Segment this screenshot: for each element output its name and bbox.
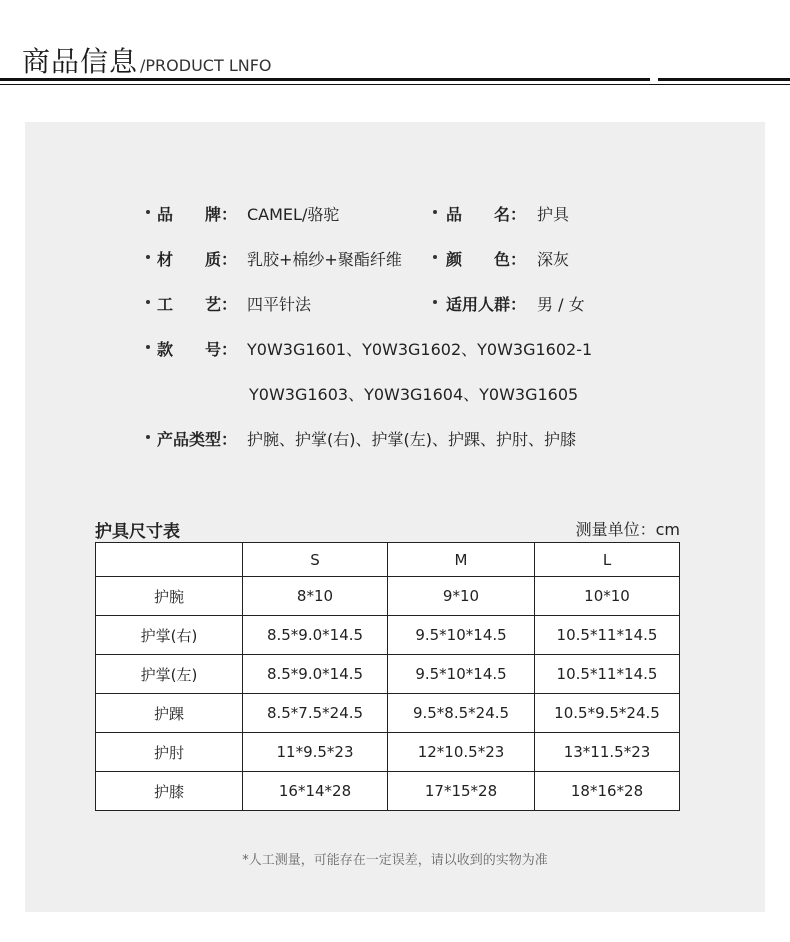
bullet-icon	[146, 345, 150, 349]
product-name-label: 品 名：	[446, 205, 527, 224]
bullet-icon	[146, 300, 150, 304]
color-value: 深灰	[537, 250, 570, 269]
section-header	[22, 40, 272, 80]
header-cell-s: S	[243, 543, 388, 577]
table-cell: 13*11.5*23	[535, 733, 680, 772]
table-row	[96, 733, 680, 772]
product-type-value: 护腕、护掌(右)、护掌(左)、护踝、护肘、护膝	[247, 430, 576, 449]
header-rule-left	[0, 78, 650, 81]
header-cell-l: L	[535, 543, 680, 577]
bullet-icon	[433, 300, 437, 304]
bullet-icon	[146, 210, 150, 214]
color-label: 颜 色：	[446, 250, 527, 269]
table-row	[96, 655, 680, 694]
table-cell: 8.5*7.5*24.5	[243, 694, 388, 733]
table-cell: 18*16*28	[535, 772, 680, 811]
bullet-icon	[146, 255, 150, 259]
craft-value: 四平针法	[247, 295, 312, 314]
audience-value: 男 / 女	[537, 295, 585, 314]
row-label: 护腕	[96, 577, 243, 616]
header-cell	[96, 543, 243, 577]
header-rule-thin	[0, 84, 790, 85]
table-cell: 10.5*11*14.5	[535, 616, 680, 655]
model-value-line2: Y0W3G1603、Y0W3G1604、Y0W3G1605	[249, 385, 579, 404]
craft-label: 工 艺：	[157, 295, 238, 314]
brand-label: 品 牌：	[157, 205, 238, 224]
brand-value: CAMEL/骆驼	[247, 205, 340, 224]
section-subtitle: /PRODUCT LNFO	[140, 56, 272, 75]
row-label: 护掌(左)	[96, 655, 243, 694]
table-cell: 9*10	[388, 577, 535, 616]
model-label: 款 号：	[157, 340, 238, 359]
material-label: 材 质：	[157, 250, 238, 269]
header-rule-right	[658, 78, 790, 81]
row-label: 护膝	[96, 772, 243, 811]
table-cell: 9.5*10*14.5	[388, 655, 535, 694]
table-cell: 17*15*28	[388, 772, 535, 811]
table-cell: 9.5*8.5*24.5	[388, 694, 535, 733]
table-cell: 8.5*9.0*14.5	[243, 655, 388, 694]
size-table	[95, 542, 680, 811]
bullet-icon	[433, 210, 437, 214]
table-row	[96, 616, 680, 655]
product-type-label: 产品类型：	[157, 430, 238, 449]
table-cell: 10*10	[535, 577, 680, 616]
header-cell-m: M	[388, 543, 535, 577]
table-header-row	[96, 543, 680, 577]
bullet-icon	[433, 255, 437, 259]
table-cell: 16*14*28	[243, 772, 388, 811]
table-cell: 10.5*11*14.5	[535, 655, 680, 694]
table-row	[96, 772, 680, 811]
size-table-unit: 测量单位：cm	[575, 520, 680, 539]
table-row	[96, 694, 680, 733]
table-cell: 12*10.5*23	[388, 733, 535, 772]
row-label: 护踝	[96, 694, 243, 733]
material-value: 乳胶+棉纱+聚酯纤维	[247, 250, 402, 269]
table-cell: 8.5*9.0*14.5	[243, 616, 388, 655]
table-cell: 11*9.5*23	[243, 733, 388, 772]
audience-label: 适用人群：	[446, 295, 527, 314]
row-label: 护肘	[96, 733, 243, 772]
bullet-icon	[146, 435, 150, 439]
section-title: 商品信息	[22, 45, 139, 78]
measurement-footnote: *人工测量，可能存在一定误差，请以收到的实物为准	[242, 853, 548, 868]
product-name-value: 护具	[537, 205, 570, 224]
table-cell: 10.5*9.5*24.5	[535, 694, 680, 733]
table-cell: 9.5*10*14.5	[388, 616, 535, 655]
size-table-title: 护具尺寸表	[95, 522, 180, 542]
row-label: 护掌(右)	[96, 616, 243, 655]
table-cell: 8*10	[243, 577, 388, 616]
table-row	[96, 577, 680, 616]
model-value-line1: Y0W3G1601、Y0W3G1602、Y0W3G1602-1	[247, 340, 593, 359]
